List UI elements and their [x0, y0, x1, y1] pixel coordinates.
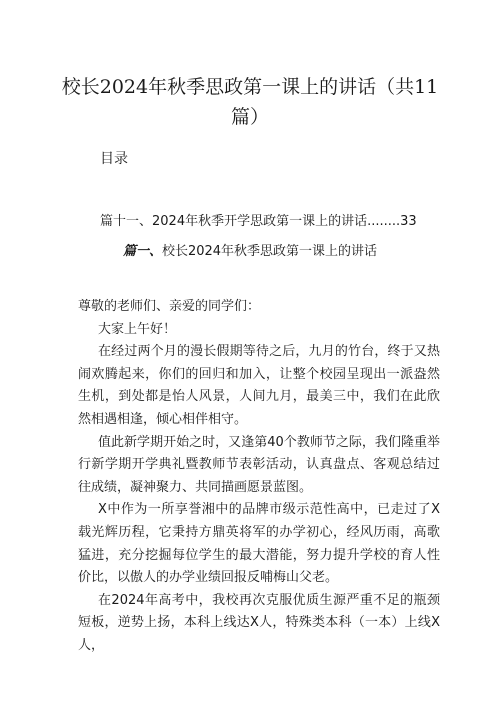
- paragraph: X中作为一所享誉湘中的品牌市级示范性高中，已走过了X载光辉历程，它秉持方鼎英将军的办学初心，经风历雨，高歌猛进，充分挖掘每位学生的最大潜能，努力提升学校的育人性价比，以傲人的办学业绩回报反哺梅山父老。: [78, 502, 440, 586]
- salutation: 尊敬的老师们、亲爱的同学们：: [78, 299, 261, 314]
- paragraph: 值此新学期开始之时，又逢第40个教师节之际，我们隆重举行新学期开学典礼暨教师节表彰活动，认真盘点、客观总结过往成绩，凝神聚力、共同描画愿景蓝图。: [78, 434, 440, 495]
- paragraph: 在2024年高考中，我校再次克服优质生源严重不足的瓶颈短板，逆势上扬，本科上线达X人，特殊类本科（一本）上线X人，: [78, 592, 440, 653]
- section-number: 篇一、: [122, 244, 162, 259]
- greeting: 大家上午好！: [98, 321, 177, 337]
- toc-heading: 目录: [100, 151, 128, 167]
- body-text: [78, 296, 440, 658]
- section-title: 校长2024年秋季思政第一课上的讲话: [161, 244, 378, 259]
- toc-entry[interactable]: 篇十一、2024年秋季开学思政第一课上的讲话........33: [100, 214, 417, 229]
- paragraph: 在经过两个月的漫长假期等待之后，九月的竹台，终于又热闹欢腾起来，你们的回归和加入，让整个校园呈现出一派盎然生机，到处都是怡人风景，人间九月，最美三中，我们在此欣然相遇相逢，倾心相伴相守。: [78, 344, 440, 427]
- section-heading: [60, 240, 440, 259]
- document-title: 校长2024年秋季思政第一课上的讲话（共11篇）: [61, 76, 439, 128]
